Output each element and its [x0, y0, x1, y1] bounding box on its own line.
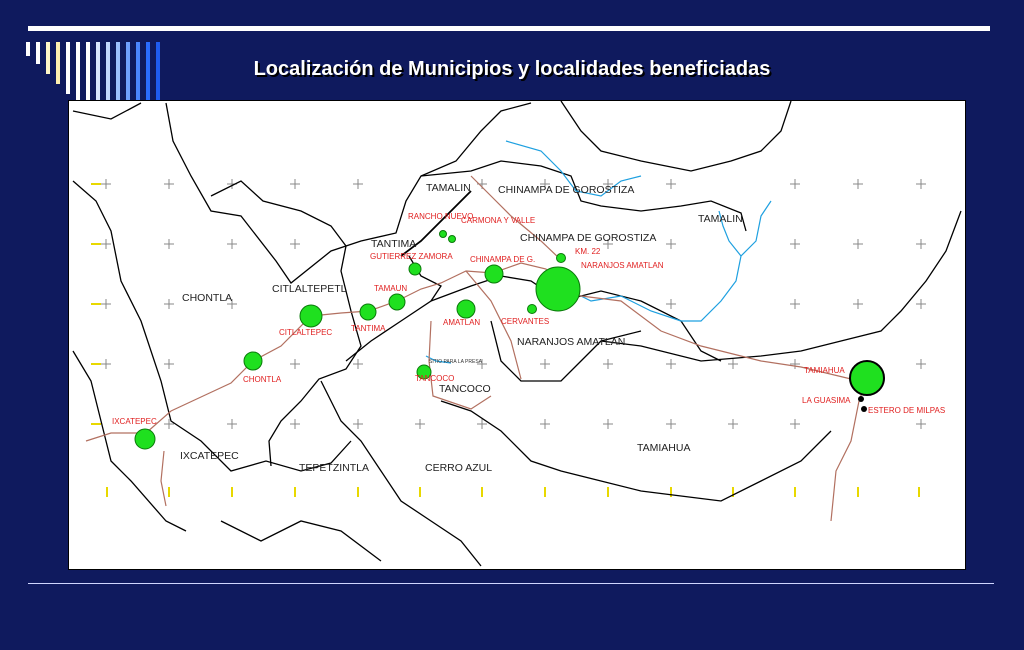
- marker-cervantes: [528, 305, 537, 314]
- locality-label: LA GUASIMA: [802, 396, 851, 405]
- point-markers: [858, 396, 867, 412]
- locality-label: CERVANTES: [501, 317, 550, 326]
- locality-label: TANTIMA: [351, 324, 386, 333]
- locality-label: ESTERO DE MILPAS: [868, 406, 946, 415]
- marker-ixcatepec: [135, 429, 155, 449]
- marker-chinampa: [485, 265, 503, 283]
- marker-amatlan: [457, 300, 475, 318]
- map-svg: [69, 101, 966, 570]
- marker-tamaun: [389, 294, 405, 310]
- marker-gutierrez-zamora: [409, 263, 421, 275]
- municipality-label: TEPETZINTLA: [299, 462, 370, 474]
- locality-label: KM. 22: [575, 247, 601, 256]
- municipality-label: IXCATEPEC: [180, 450, 239, 462]
- locality-label: NARANJOS AMATLAN: [581, 261, 664, 270]
- locality-label: CHINAMPA DE G.: [470, 255, 536, 264]
- map-frame: [68, 100, 966, 570]
- municipality-label: TAMIAHUA: [637, 442, 691, 454]
- municipality-label: TANCOCO: [439, 383, 491, 395]
- marker-naranjos: [536, 267, 580, 311]
- marker-rancho-nuevo: [440, 231, 447, 238]
- locality-label: IXCATEPEC: [112, 417, 157, 426]
- marker-carmona-y-valle: [449, 236, 456, 243]
- locality-label: RANCHO NUEVO: [408, 212, 474, 221]
- bottom-rule: [28, 583, 994, 584]
- presa-note: SITIO PARA LA PRESA: [429, 359, 482, 365]
- municipality-label: CHINAMPA DE GOROSTIZA: [498, 184, 635, 196]
- marker-km22: [557, 254, 566, 263]
- locality-label: TAMIAHUA: [804, 366, 845, 375]
- top-rule: [28, 26, 990, 31]
- municipality-label: TAMALIN: [698, 213, 743, 225]
- municipal-boundaries: [73, 101, 961, 566]
- locality-label: TAMAUN: [374, 284, 408, 293]
- marker-tamiahua: [850, 361, 884, 395]
- municipality-label: CHONTLA: [182, 292, 233, 304]
- municipality-label: CITLALTEPETL: [272, 283, 347, 295]
- slide-title: Localización de Municipios y localidades beneficiadas: [253, 58, 771, 80]
- locality-label: TANCOCO: [415, 374, 455, 383]
- municipality-label: CHINAMPA DE GOROSTIZA: [520, 232, 657, 244]
- marker-chontla: [244, 352, 262, 370]
- municipality-label: TAMALIN: [426, 182, 471, 194]
- municipality-label: NARANJOS AMATLAN: [517, 336, 626, 348]
- locality-label: CITLALTEPEC: [279, 328, 333, 337]
- locality-label: GUTIERREZ ZAMORA: [370, 252, 453, 261]
- marker-estero-de-milpas: [861, 406, 867, 412]
- marker-tantima: [360, 304, 376, 320]
- municipality-label: TANTIMA: [371, 238, 417, 250]
- municipality-label: CERRO AZUL: [425, 462, 493, 474]
- locality-label: CARMONA Y VALLE: [461, 216, 536, 225]
- marker-la-guasima: [858, 396, 864, 402]
- locality-label: CHONTLA: [243, 375, 282, 384]
- locality-label: AMATLAN: [443, 318, 481, 327]
- marker-citlaltepec: [300, 305, 322, 327]
